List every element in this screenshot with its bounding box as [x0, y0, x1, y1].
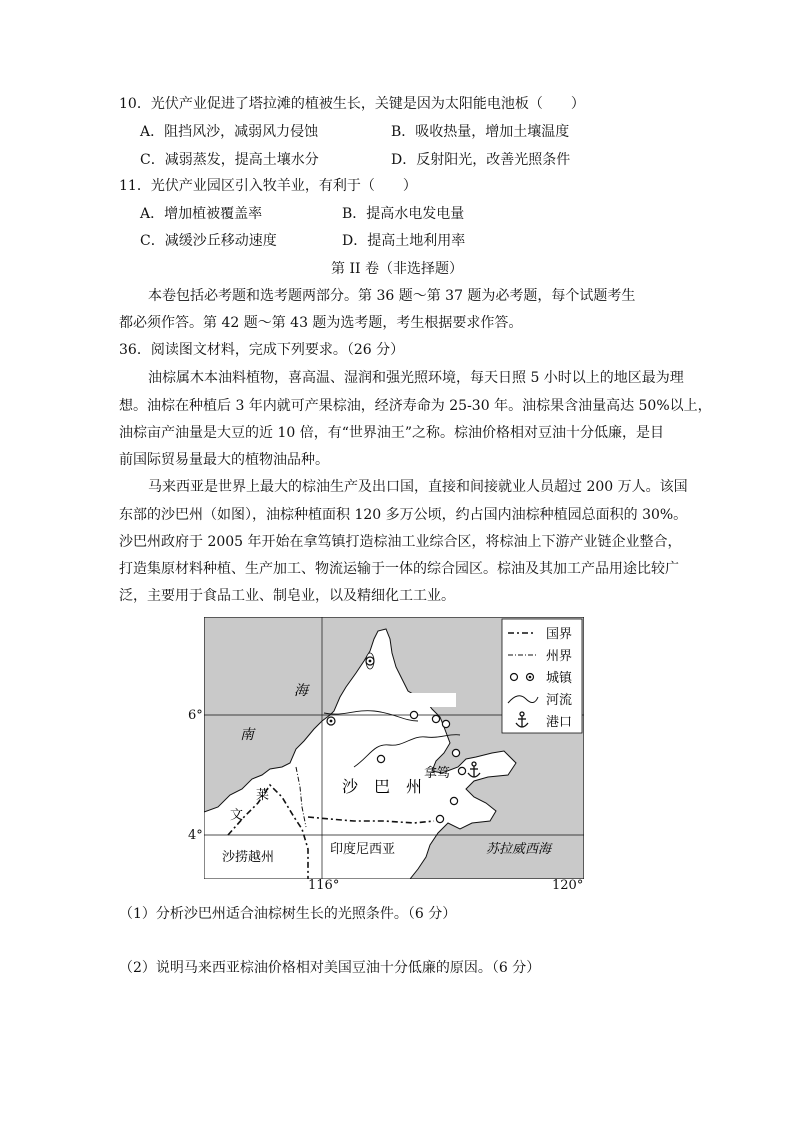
town-marker [377, 755, 384, 762]
section-title: 第 II 卷（非选择题） [331, 261, 463, 277]
q10-option-b: B．吸收热量，增加土壤温度 [391, 124, 570, 140]
q36-p1-line4: 前国际贸易量最大的植物油品种。 [119, 452, 329, 468]
label-sabah-2: 巴 [374, 777, 391, 796]
legend-state-border-label: 州界 [546, 649, 573, 664]
q10-option-c: C．减弱蒸发，提高土壤水分 [140, 152, 319, 168]
q36-p1-line2: 想。油棕在种植后 3 年内就可产果棕油，经济寿命为 25-30 年。油棕果含油量高达 50%以上， [119, 398, 712, 414]
town-marker [450, 797, 457, 804]
q11-stem: 11．光伏产业园区引入牧羊业，有利于（ ） [119, 178, 417, 194]
q10-option-a: A．阻挡风沙，减弱风力侵蚀 [140, 124, 319, 140]
q36-sub1: （1）分析沙巴州适合油棕树生长的光照条件。（6 分） [119, 906, 457, 922]
tick-lon-116: 116° [308, 878, 340, 893]
town-marker [442, 720, 449, 727]
q36-p1-line1: 油棕属木本油料植物，喜高温、湿润和强光照环境，每天日照 5 小时以上的地区最为理 [148, 370, 684, 386]
label-brunei-2: 莱 [256, 788, 270, 803]
q36-p2-line4: 打造集原材料种植、生产加工、物流运输于一体的综合园区。棕油及其加工产品用途比较广 [119, 561, 679, 577]
q36-p2-line2: 东部的沙巴州（如图），油棕种植面积 120 多万公顷，约占国内油棕种植园总面积的 30%。 [119, 507, 688, 523]
q36-title: 36．阅读图文材料，完成下列要求。（26 分） [119, 342, 405, 358]
town-marker [452, 749, 459, 756]
label-sea-hai: 海 [294, 683, 308, 699]
town-marker [458, 767, 465, 774]
q11-option-a: A．增加植被覆盖率 [140, 206, 263, 222]
label-sarawak: 沙捞越州 [222, 850, 275, 865]
tick-lon-120: 120° [552, 878, 584, 893]
label-sea-nan: 南 [240, 727, 254, 743]
q36-p2-line5: 泛，主要用于食品工业、制皂业，以及精细化工工业。 [119, 588, 455, 604]
section-intro-line1: 本卷包括必考题和选考题两部分。第 36 题～第 37 题为必考题，每个试题考生 [148, 288, 636, 304]
label-mask [410, 693, 456, 707]
label-town-lahad-datu: 拿笃 [424, 766, 451, 781]
legend-port-label: 港口 [546, 715, 573, 730]
town-marker [436, 815, 443, 822]
q10-option-d: D．反射阳光，改善光照条件 [391, 152, 571, 168]
sabah-map [204, 617, 584, 879]
q36-p2-line1: 马来西亚是世界上最大的棕油生产及出口国，直接和间接就业人员超过 200 万人。该国 [148, 479, 688, 495]
town-marker [410, 711, 417, 718]
tick-lat-4: 4° [188, 828, 203, 843]
legend-river-label: 河流 [546, 693, 573, 708]
legend-border-label: 国界 [546, 627, 573, 642]
label-sabah-3: 州 [406, 777, 423, 796]
town-marker-dot [330, 720, 333, 723]
label-sabah-1: 沙 [342, 777, 359, 796]
town-marker-dot [369, 660, 372, 663]
label-indonesia: 印度尼西亚 [330, 842, 396, 857]
tick-lat-6: 6° [188, 708, 203, 723]
label-brunei-1: 文 [230, 808, 244, 823]
map-legend [502, 619, 582, 733]
q11-option-c: C．减缓沙丘移动速度 [140, 233, 277, 249]
q11-option-d: D．提高土地利用率 [342, 233, 466, 249]
legend-town-label: 城镇 [546, 671, 573, 686]
q36-sub2: （2）说明马来西亚棕油价格相对美国豆油十分低廉的原因。（6 分） [119, 960, 541, 976]
section-intro-line2: 都必须作答。第 42 题～第 43 题为选考题，考生根据要求作答。 [119, 315, 523, 331]
label-sulawesi-sea: 苏拉威西海 [486, 842, 552, 857]
legend-town-symbol-dot [529, 676, 532, 679]
q36-p1-line3: 油棕亩产油量是大豆的近 10 倍，有“世界油王”之称。棕油价格相对豆油十分低廉，是目 [119, 425, 665, 441]
town-marker [432, 715, 439, 722]
legend-town-symbol [511, 674, 518, 681]
q10-stem: 10．光伏产业促进了塔拉滩的植被生长，关键是因为太阳能电池板（ ） [119, 96, 585, 112]
q36-p2-line3: 沙巴州政府于 2005 年开始在拿笃镇打造棕油工业综合区，将棕油上下游产业链企业整合， [119, 534, 682, 550]
q11-option-b: B．提高水电发电量 [342, 206, 465, 222]
